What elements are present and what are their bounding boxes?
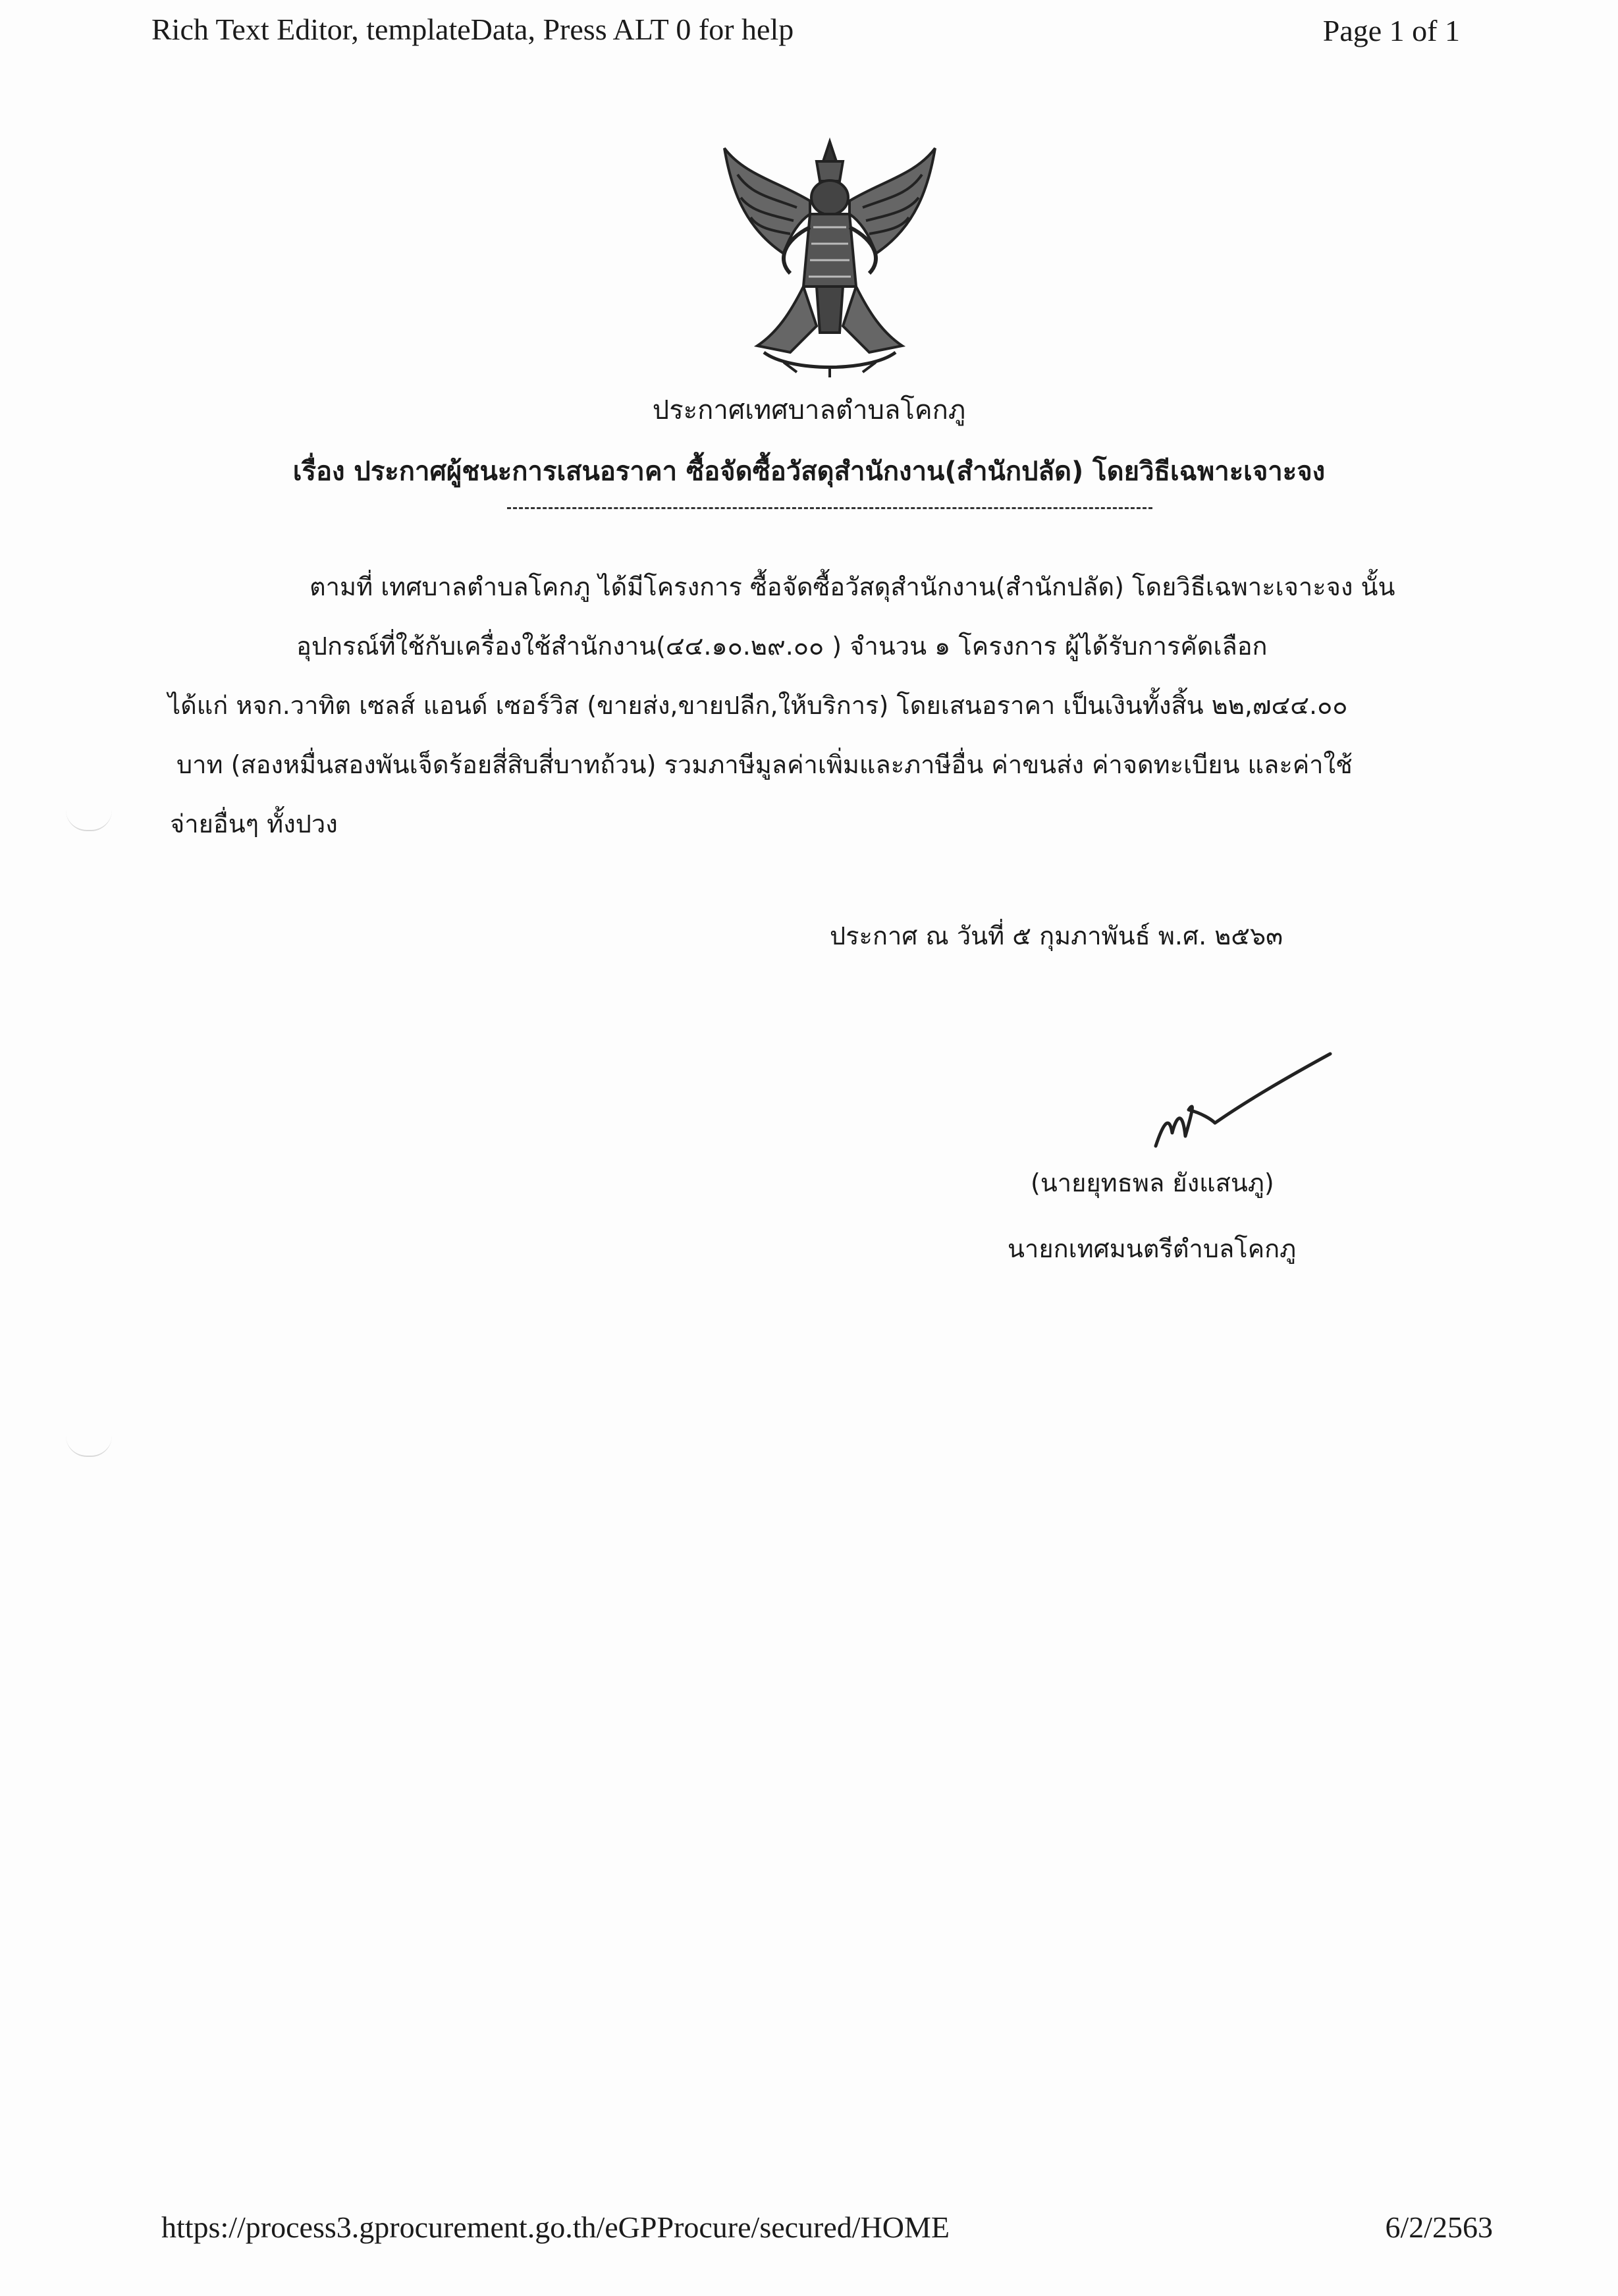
announcement-date: ประกาศ ณ วันที่ ๕ กุมภาพันธ์ พ.ศ. ๒๕๖๓ bbox=[830, 921, 1283, 950]
body-line-2: อุปกรณ์ที่ใช้กับเครื่องใช้สำนักงาน(๔๔.๑๐.๒๙.๐๐ ) จำนวน ๑ โครงการ ผู้ได้รับการคัดเลือก bbox=[296, 632, 1268, 661]
signature-icon bbox=[1149, 1047, 1334, 1159]
title-divider bbox=[507, 507, 1152, 509]
garuda-emblem-icon bbox=[718, 135, 942, 379]
punch-hole bbox=[66, 1436, 112, 1457]
footer-url: https://process3.gprocurement.go.th/eGPProcure/secured/HOME bbox=[161, 2210, 950, 2244]
signer-position: นายกเทศมนตรีตำบลโคกภู bbox=[1008, 1234, 1297, 1263]
punch-hole bbox=[66, 810, 112, 831]
body-line-3: ได้แก่ หจก.วาทิต เซลส์ แอนด์ เซอร์วิส (ขายส่ง,ขายปลีก,ให้บริการ) โดยเสนอราคา เป็นเงินทั้งสิ้น ๒๒,๗๔๔.๐๐ bbox=[168, 691, 1348, 720]
announcement-subject: เรื่อง ประกาศผู้ชนะการเสนอราคา ซื้อจัดซื้อวัสดุสำนักงาน(สำนักปลัด) โดยวิธีเฉพาะเจาะจง bbox=[292, 456, 1326, 487]
body-line-4: บาท (สองหมื่นสองพันเจ็ดร้อยสี่สิบสี่บาทถ้วน) รวมภาษีมูลค่าเพิ่มและภาษีอื่น ค่าขนส่ง ค่าจดทะเบียน และค่าใช้ bbox=[176, 750, 1353, 779]
body-line-5: จ่ายอื่นๆ ทั้งปวง bbox=[170, 809, 338, 838]
editor-label: Rich Text Editor, templateData, Press ALT 0 for help bbox=[151, 13, 794, 46]
print-footer bbox=[161, 2210, 1493, 2256]
footer-date: 6/2/2563 bbox=[1385, 2210, 1493, 2244]
print-header bbox=[151, 12, 1486, 58]
signer-name: (นายยุทธพล ยังแสนภู) bbox=[1031, 1168, 1274, 1197]
page-indicator: Page 1 of 1 bbox=[1322, 14, 1460, 47]
body-line-1: ตามที่ เทศบาลตำบลโคกภู ได้มีโครงการ ซื้อจัดซื้อวัสดุสำนักงาน(สำนักปลัด) โดยวิธีเฉพาะเจาะจง นั้น bbox=[310, 572, 1395, 601]
issuer-title: ประกาศเทศบาลตำบลโคกภู bbox=[652, 395, 966, 425]
